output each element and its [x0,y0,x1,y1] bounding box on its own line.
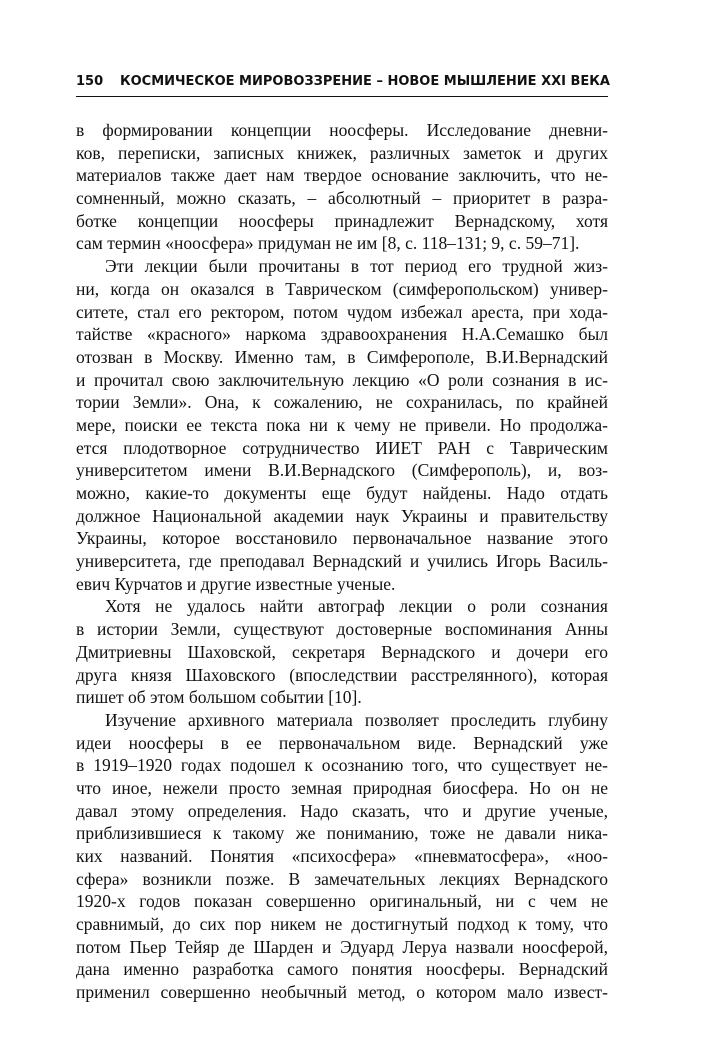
text-line: и прочитал свою заключительную лекцию «О роли сознания в ис- [76,369,608,390]
text-line: тайстве «красного» наркома здравоохранения Н.А.Семашко был [76,324,608,345]
text-line: давал этому определения. Надо сказать, что и другие ученые, [76,800,608,821]
text-line: в 1919–1920 годах подошел к осознанию того, что существует не- [76,755,608,776]
text-line: университета, где преподавал Вернадский и учились Игорь Василь- [76,551,608,572]
text-line: применил совершенно необычный метод, о котором мало извест- [76,982,608,1003]
text-line: ких названий. Понятия «психосфера» «пневматосфера», «ноо- [76,846,608,866]
text-line: приблизившиеся к такому же пониманию, тоже не давали ника- [76,823,608,844]
text-line: Дмитриевны Шаховской, секретаря Вернадского и дочери его [76,641,608,662]
text-line: в истории Земли, существуют достоверные воспоминания Анны [76,619,608,640]
text-line: евич Курчатов и другие известные ученые. [76,573,396,594]
page-number: 150 [76,74,104,89]
text-line: мере, поиски ее текста пока ни к чему не привели. Но продолжа- [76,414,608,435]
running-head-title: КОСМИЧЕСКОЕ МИРОВОЗЗРЕНИЕ – НОВОЕ МЫШЛЕНИЕ XXI ВЕКА [120,74,610,89]
text-line: дана именно разработка самого понятия ноосферы. Вернадский [76,959,608,980]
text-line: сомненный, можно сказать, – абсолютный – приоритет в разра- [76,188,608,209]
text-line: в формировании концепции ноосферы. Исследование дневни- [76,120,608,140]
text-line: отозван в Москву. Именно там, в Симферополе, В.И.Вернадский [76,346,608,367]
text-line: идеи ноосферы в ее первоначальном виде. Вернадский уже [76,732,608,753]
paragraph [76,255,608,595]
text-line: друга князя Шаховского (впоследствии расстрелянного), которая [76,664,608,685]
body-text [76,119,608,1004]
text-line: университетом имени В.И.Вернадского (Симферополь), и, воз- [76,460,608,481]
header-rule [76,96,608,97]
text-line: ситете, стал его ректором, потом чудом избежал ареста, при хода- [76,301,608,322]
text-line: потом Пьер Тейяр де Шарден и Эдуард Леруа назвали ноосферой, [76,936,608,957]
paragraph [76,119,608,255]
text-line: должное Национальной академии наук Украины и правительству [76,505,608,526]
paragraph [76,595,608,708]
text-line: Украины, которое восстановило первоначальное название этого [76,528,608,549]
text-line: 1920-х годов показан совершенно оригинальный, ни с чем не [76,891,608,912]
text-line: тории Земли». Она, к сожалению, не сохранилась, по крайней [76,392,608,413]
text-line: сравнимый, до сих пор никем не достигнутый подход к тому, что [76,914,608,935]
text-line: Эти лекции были прочитаны в тот период его трудной жиз- [105,256,608,277]
paragraph [76,709,608,1004]
text-line: ни, когда он оказался в Таврическом (симферопольском) универ- [76,278,608,299]
text-line: пишет об этом большом событии [10]. [76,687,362,708]
running-head [76,72,608,92]
text-line: материалов также дает нам твердое основание заключить, что не- [76,165,608,186]
text-line: Изучение архивного материала позволяет проследить глубину [105,709,608,730]
text-line: Хотя не удалось найти автограф лекции о роли сознания [105,596,608,617]
text-line: ботке концепции ноосферы принадлежит Вернадскому, хотя [76,210,608,231]
text-line: что иное, нежели просто земная природная биосфера. Но он не [76,777,608,798]
text-line: ков, переписки, записных книжек, различных заметок и других [76,142,608,163]
text-line: ется плодотворное сотрудничество ИИЕТ РАН с Таврическим [76,437,608,458]
text-line: сам термин «ноосфера» придуман не им [8, с. 118–131; 9, с. 59–71]. [76,233,580,254]
text-line: можно, какие-то документы еще будут найдены. Надо отдать [76,483,608,503]
text-line: сфера» возникли позже. В замечательных лекциях Вернадского [76,868,608,889]
